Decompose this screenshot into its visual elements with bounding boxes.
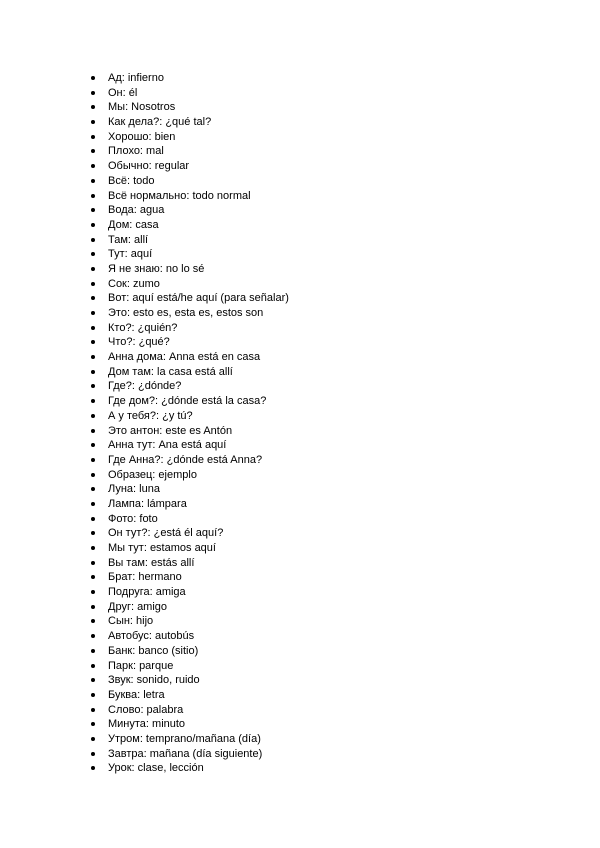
bullet-icon bbox=[91, 340, 95, 344]
list-item-text: Он тут?: ¿está él aquí? bbox=[108, 527, 224, 540]
bullet-icon bbox=[91, 370, 95, 374]
vocabulary-list bbox=[91, 71, 289, 776]
bullet-icon bbox=[91, 590, 95, 594]
list-item bbox=[91, 659, 289, 674]
list-item bbox=[91, 203, 289, 218]
bullet-icon bbox=[91, 194, 95, 198]
list-item bbox=[91, 600, 289, 615]
bullet-icon bbox=[91, 634, 95, 638]
list-item bbox=[91, 115, 289, 130]
bullet-icon bbox=[91, 722, 95, 726]
list-item-text: Минута: minuto bbox=[108, 718, 186, 731]
list-item-text: Что?: ¿qué? bbox=[108, 336, 170, 349]
list-item-text: Где?: ¿dónde? bbox=[108, 380, 182, 393]
list-item bbox=[91, 644, 289, 659]
bullet-icon bbox=[91, 429, 95, 433]
bullet-icon bbox=[91, 91, 95, 95]
bullet-icon bbox=[91, 223, 95, 227]
list-item bbox=[91, 585, 289, 600]
list-item-text: Дом там: la casa está allí bbox=[108, 365, 233, 378]
list-item bbox=[91, 394, 289, 409]
bullet-icon bbox=[91, 399, 95, 403]
list-item-text: Хорошо: bien bbox=[108, 130, 176, 143]
list-item-text: Где Анна?: ¿dónde está Anna? bbox=[108, 453, 263, 466]
list-item-text: Сок: zumo bbox=[108, 277, 160, 290]
list-item-text: Автобус: autobús bbox=[108, 630, 195, 643]
list-item bbox=[91, 409, 289, 424]
bullet-icon bbox=[91, 546, 95, 550]
list-item-text: Мы: Nosotros bbox=[108, 101, 176, 114]
list-item-text: Это: esto es, esta es, estos son bbox=[108, 307, 264, 319]
list-item bbox=[91, 703, 289, 718]
list-item-text: Плохо: mal bbox=[108, 145, 164, 158]
list-item bbox=[91, 424, 289, 439]
list-item bbox=[91, 482, 289, 497]
list-item bbox=[91, 144, 289, 159]
bullet-icon bbox=[91, 502, 95, 506]
bullet-icon bbox=[91, 384, 95, 388]
bullet-icon bbox=[91, 120, 95, 124]
list-item-text: Тут: aquí bbox=[108, 248, 153, 261]
list-item-text: Парк: parque bbox=[108, 659, 174, 672]
bullet-icon bbox=[91, 649, 95, 653]
list-item bbox=[91, 218, 289, 233]
bullet-icon bbox=[91, 664, 95, 668]
list-item bbox=[91, 629, 289, 644]
list-item-text: Луна: luna bbox=[108, 483, 160, 496]
list-item bbox=[91, 379, 289, 394]
list-item bbox=[91, 732, 289, 747]
list-item-text: Урок: clase, lección bbox=[108, 762, 204, 775]
list-item-text: Обычно: regular bbox=[108, 160, 190, 173]
list-item-text: Как дела?: ¿qué tal? bbox=[108, 116, 212, 129]
list-item-text: Образец: ejemplo bbox=[108, 468, 197, 481]
bullet-icon bbox=[91, 296, 95, 300]
list-item bbox=[91, 570, 289, 585]
list-item-text: Вода: agua bbox=[108, 204, 165, 217]
list-item bbox=[91, 262, 289, 277]
list-item bbox=[91, 71, 289, 86]
list-item-text: Я не знаю: no lo sé bbox=[108, 262, 205, 275]
list-item bbox=[91, 247, 289, 262]
list-item bbox=[91, 541, 289, 556]
bullet-icon bbox=[91, 693, 95, 697]
list-item-text: Звук: sonido, ruido bbox=[108, 674, 200, 687]
list-item-text: Буква: letra bbox=[108, 688, 165, 701]
bullet-icon bbox=[91, 737, 95, 741]
list-item-text: Всё: todo bbox=[108, 174, 155, 187]
bullet-icon bbox=[91, 458, 95, 462]
list-item-text: Анна тут: Ana está aquí bbox=[108, 439, 227, 452]
list-item bbox=[91, 130, 289, 145]
bullet-icon bbox=[91, 282, 95, 286]
list-item bbox=[91, 159, 289, 174]
list-item bbox=[91, 174, 289, 189]
list-item bbox=[91, 673, 289, 688]
list-item-text: Это антон: este es Antón bbox=[108, 424, 233, 437]
list-item bbox=[91, 761, 289, 776]
bullet-icon bbox=[91, 766, 95, 770]
bullet-icon bbox=[91, 605, 95, 609]
list-item bbox=[91, 335, 289, 350]
list-item bbox=[91, 350, 289, 365]
list-item bbox=[91, 614, 289, 629]
bullet-icon bbox=[91, 252, 95, 256]
list-item bbox=[91, 497, 289, 512]
bullet-icon bbox=[91, 238, 95, 242]
list-item-text: Всё нормально: todo normal bbox=[108, 189, 251, 202]
list-item-text: Где дом?: ¿dónde está la casa? bbox=[108, 395, 267, 408]
list-item-text: Фото: foto bbox=[108, 512, 158, 525]
list-item bbox=[91, 291, 289, 306]
bullet-icon bbox=[91, 326, 95, 330]
list-item bbox=[91, 100, 289, 115]
list-item-text: Вы там: estás allí bbox=[108, 556, 195, 569]
list-item-text: Кто?: ¿quién? bbox=[108, 321, 178, 334]
bullet-icon bbox=[91, 164, 95, 168]
list-item bbox=[91, 512, 289, 527]
list-item-text: А у тебя?: ¿y tú? bbox=[108, 409, 193, 422]
list-item-text: Слово: palabra bbox=[108, 703, 184, 716]
bullet-icon bbox=[91, 179, 95, 183]
list-item-text: Брат: hermano bbox=[108, 571, 182, 584]
list-item bbox=[91, 438, 289, 453]
list-item bbox=[91, 321, 289, 336]
list-item-text: Вот: aquí está/he aquí (para señalar) bbox=[108, 292, 289, 305]
list-item-text: Ад: infierno bbox=[108, 72, 164, 84]
bullet-icon bbox=[91, 708, 95, 712]
list-item bbox=[91, 306, 289, 321]
bullet-icon bbox=[91, 473, 95, 477]
list-item-text: Дом: casa bbox=[108, 218, 159, 231]
list-item bbox=[91, 453, 289, 468]
list-item-text: Завтра: mañana (día siguiente) bbox=[108, 747, 263, 760]
bullet-icon bbox=[91, 135, 95, 139]
bullet-icon bbox=[91, 443, 95, 447]
bullet-icon bbox=[91, 76, 95, 80]
bullet-icon bbox=[91, 267, 95, 271]
list-item bbox=[91, 526, 289, 541]
bullet-icon bbox=[91, 105, 95, 109]
list-item bbox=[91, 189, 289, 204]
bullet-icon bbox=[91, 208, 95, 212]
list-item-text: Утром: temprano/mañana (día) bbox=[108, 732, 261, 745]
bullet-icon bbox=[91, 149, 95, 153]
list-item-text: Подруга: amiga bbox=[108, 586, 186, 599]
list-item bbox=[91, 747, 289, 762]
list-item bbox=[91, 468, 289, 483]
bullet-icon bbox=[91, 355, 95, 359]
list-item-text: Банк: banco (sitio) bbox=[108, 644, 199, 657]
bullet-icon bbox=[91, 517, 95, 521]
list-item-text: Он: él bbox=[108, 86, 138, 99]
list-item bbox=[91, 233, 289, 248]
bullet-icon bbox=[91, 575, 95, 579]
bullet-icon bbox=[91, 414, 95, 418]
bullet-icon bbox=[91, 619, 95, 623]
bullet-icon bbox=[91, 752, 95, 756]
list-item-text: Друг: amigo bbox=[108, 600, 168, 613]
list-item-text: Анна дома: Anna está en casa bbox=[108, 351, 261, 364]
list-item-text: Мы тут: estamos aquí bbox=[108, 542, 216, 554]
list-item-text: Лампа: lámpara bbox=[108, 497, 187, 510]
list-item bbox=[91, 717, 289, 732]
list-item bbox=[91, 688, 289, 703]
list-item bbox=[91, 556, 289, 571]
list-item bbox=[91, 277, 289, 292]
bullet-icon bbox=[91, 678, 95, 682]
bullet-icon bbox=[91, 531, 95, 535]
bullet-icon bbox=[91, 487, 95, 491]
list-item-text: Там: allí bbox=[108, 233, 149, 246]
list-item-text: Сын: hijo bbox=[108, 615, 154, 628]
list-item bbox=[91, 365, 289, 380]
bullet-icon bbox=[91, 311, 95, 315]
bullet-icon bbox=[91, 561, 95, 565]
list-item bbox=[91, 86, 289, 101]
